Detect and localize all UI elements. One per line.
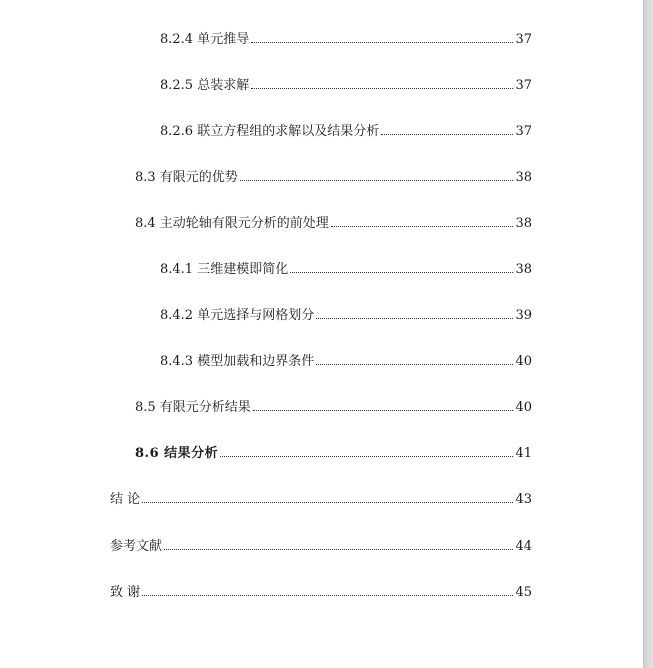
toc-entry-8-4[interactable] — [135, 212, 532, 232]
toc-page-number: 38 — [515, 170, 532, 185]
viewer-background-edge — [644, 0, 653, 668]
toc-dot-leader — [240, 180, 514, 181]
toc-dot-leader — [381, 134, 513, 135]
toc-page-number: 45 — [515, 585, 532, 600]
toc-page-number: 37 — [515, 124, 532, 139]
toc-entry-8-3[interactable] — [135, 166, 532, 186]
toc-entry-conclusion[interactable] — [110, 488, 532, 508]
toc-entry-8-2-4[interactable] — [160, 28, 532, 48]
toc-entry-title: 8.2.5 总装求解 — [160, 78, 250, 93]
toc-entry-8-4-2[interactable] — [160, 304, 532, 324]
toc-dot-leader — [253, 410, 514, 411]
toc-dot-leader — [251, 42, 513, 43]
toc-entry-title: 8.4.2 单元选择与网格划分 — [160, 308, 315, 323]
toc-page-number: 37 — [515, 32, 532, 47]
toc-entry-title: 8.4.3 模型加载和边界条件 — [160, 354, 315, 369]
toc-page-number: 38 — [515, 262, 532, 277]
toc-page-number: 41 — [515, 446, 532, 461]
toc-entry-8-4-1[interactable] — [160, 258, 532, 278]
toc-dot-leader — [164, 549, 513, 550]
toc-page-number: 40 — [515, 400, 532, 415]
toc-page-number: 38 — [515, 216, 532, 231]
toc-page-number: 43 — [515, 492, 532, 507]
toc-entry-8-5[interactable] — [135, 396, 532, 416]
toc-page-number: 44 — [515, 539, 532, 554]
toc-dot-leader — [316, 318, 513, 319]
toc-dot-leader — [142, 595, 513, 596]
toc-dot-leader — [316, 364, 513, 365]
toc-entry-title: 8.4 主动轮轴有限元分析的前处理 — [135, 216, 329, 231]
toc-page-number: 37 — [515, 78, 532, 93]
toc-entry-title: 8.3 有限元的优势 — [135, 170, 238, 185]
toc-dot-leader — [220, 456, 513, 457]
toc-dot-leader — [290, 272, 513, 273]
toc-entry-title: 致 谢 — [110, 585, 141, 600]
toc-entry-title: 8.2.4 单元推导 — [160, 32, 250, 47]
toc-entry-title: 8.6 结果分析 — [135, 446, 219, 461]
toc-entry-acknowledgements[interactable] — [110, 581, 532, 601]
toc-entry-title: 8.2.6 联立方程组的求解以及结果分析 — [160, 124, 380, 139]
toc-entry-title: 8.5 有限元分析结果 — [135, 400, 251, 415]
toc-entry-8-2-6[interactable] — [160, 120, 532, 140]
toc-page-number: 39 — [515, 308, 532, 323]
toc-dot-leader — [142, 502, 513, 503]
toc-entry-8-2-5[interactable] — [160, 74, 532, 94]
toc-entry-8-6[interactable] — [135, 442, 532, 462]
toc-dot-leader — [251, 88, 513, 89]
toc-entry-title: 参考文献 — [110, 539, 163, 554]
toc-entry-8-4-3[interactable] — [160, 350, 532, 370]
toc-dot-leader — [331, 226, 514, 227]
toc-entry-references[interactable] — [110, 535, 532, 555]
toc-entry-title: 结 论 — [110, 492, 141, 507]
toc-entry-title: 8.4.1 三维建模即简化 — [160, 262, 289, 277]
toc-page-number: 40 — [515, 354, 532, 369]
